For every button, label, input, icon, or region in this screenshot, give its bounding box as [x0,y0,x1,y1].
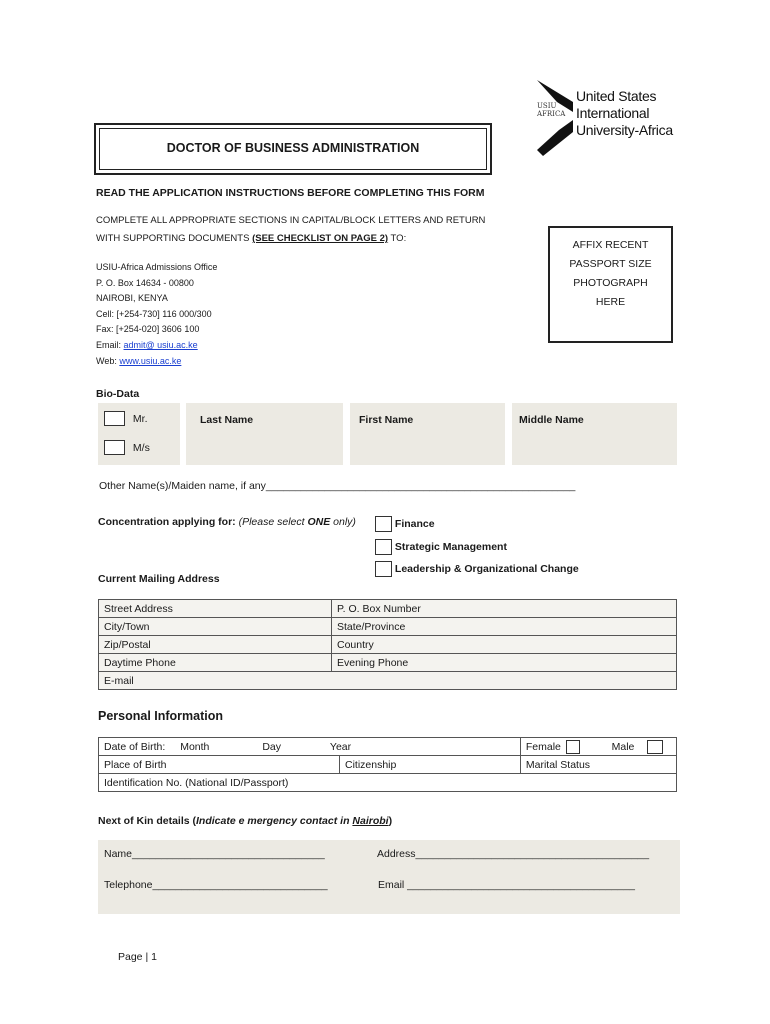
country-field[interactable]: Country [332,636,677,654]
city-field[interactable]: City/Town [99,618,332,636]
read-instructions: READ THE APPLICATION INSTRUCTIONS BEFORE COMPLETING THIS FORM [96,187,485,199]
mr-checkbox[interactable] [104,411,125,426]
zip-field[interactable]: Zip/Postal [99,636,332,654]
logo-emblem-icon [535,80,575,160]
last-name-field[interactable]: Last Name [186,403,343,465]
finance-checkbox[interactable] [375,516,392,532]
leadership-checkbox[interactable] [375,561,392,577]
pobox-field[interactable]: P. O. Box Number [332,600,677,618]
middle-name-field[interactable]: Middle Name [512,403,677,465]
complete-instructions-2: WITH SUPPORTING DOCUMENTS (SEE CHECKLIST ON PAGE 2) TO: [96,233,407,244]
state-field[interactable]: State/Province [332,618,677,636]
concentration-options [375,513,579,581]
concentration-label: Concentration applying for: (Please select ONE only) [98,516,356,528]
option-leadership[interactable]: Leadership & Organizational Change [375,558,579,581]
evening-phone-field[interactable]: Evening Phone [332,654,677,672]
ms-option[interactable]: M/s [104,440,150,455]
ms-checkbox[interactable] [104,440,125,455]
kin-telephone-field[interactable]: Telephone______________________________ [104,879,328,891]
mr-option[interactable]: Mr. [104,411,148,426]
daytime-phone-field[interactable]: Daytime Phone [99,654,332,672]
female-checkbox[interactable] [566,740,580,754]
place-of-birth-field[interactable]: Place of Birth [99,756,340,774]
email-link[interactable]: admit@ usiu.ac.ke [123,339,198,350]
page-number: Page | 1 [118,951,157,963]
web-link[interactable]: www.usiu.ac.ke [119,355,182,366]
form-title: DOCTOR OF BUSINESS ADMINISTRATION [166,141,420,155]
dob-field[interactable]: Date of Birth: Month Day Year [99,738,521,756]
form-title-box [94,123,492,175]
street-address-field[interactable]: Street Address [99,600,332,618]
option-finance[interactable]: Finance [375,513,579,536]
kin-address-field[interactable]: Address________________________________________ [377,848,650,860]
other-names-field[interactable]: Other Name(s)/Maiden name, if any_____________________________________________________ [99,480,576,492]
complete-instructions-1: COMPLETE ALL APPROPRIATE SECTIONS IN CAPITAL/BLOCK LETTERS AND RETURN [96,215,486,226]
personal-heading: Personal Information [98,709,224,723]
first-name-field[interactable]: First Name [350,403,505,465]
marital-status-field[interactable]: Marital Status [520,756,676,774]
mailing-address-table [98,599,677,690]
mailing-heading: Current Mailing Address [98,573,220,585]
kin-details-box [98,840,680,914]
biodata-heading: Bio-Data [96,388,140,400]
option-strategic-management[interactable]: Strategic Management [375,536,579,559]
gender-field: Female Male [520,738,676,756]
personal-info-table [98,737,677,792]
kin-heading: Next of Kin details (Indicate e mergency contact in Nairobi) [98,815,393,827]
mailing-email-field[interactable]: E-mail [99,672,677,690]
admissions-address: USIU-Africa Admissions Office P. O. Box 14634 - 00800 NAIROBI, KENYA Cell: [+254-730] 116 000/300 Fax: [+254-020] 3606 100 Email: admit@ usiu.ac.ke Web: www.usiu.ac.ke [96,262,218,366]
identification-field[interactable]: Identification No. (National ID/Passport) [99,774,677,792]
kin-name-field[interactable]: Name_________________________________ [104,848,325,860]
strategic-management-checkbox[interactable] [375,539,392,555]
usiu-logo [535,80,685,160]
citizenship-field[interactable]: Citizenship [340,756,521,774]
passport-photo-box: AFFIX RECENT PASSPORT SIZE PHOTOGRAPH HERE [548,226,673,343]
checklist-link[interactable]: (SEE CHECKLIST ON PAGE 2) [252,233,389,244]
male-checkbox[interactable] [647,740,663,754]
logo-name: United States International University-Africa [576,88,673,138]
kin-email-field[interactable]: Email _______________________________________ [378,879,635,891]
logo-mini-text: USIU AFRICA [537,102,566,118]
